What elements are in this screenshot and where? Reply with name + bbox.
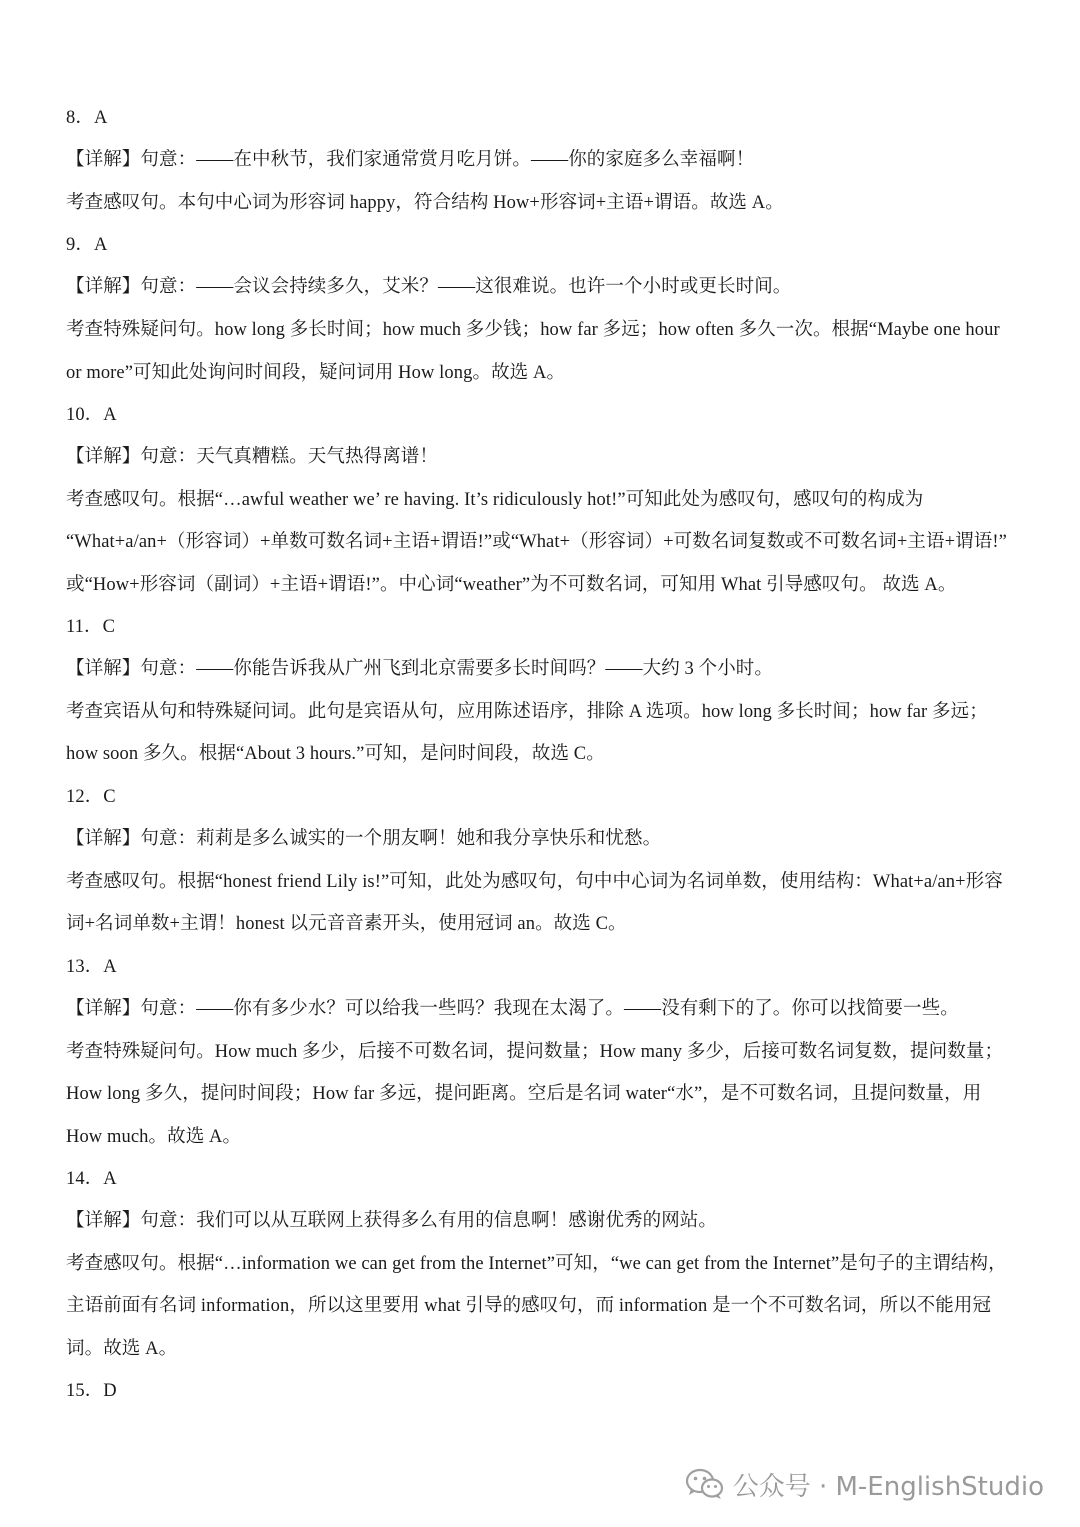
explanation-9-meaning: 【详解】句意：——会议会持续多久，艾米？——这很难说。也许一个小时或更长时间。 [66,277,792,297]
explanation-9-analysis-line2: or more”可知此处询问时间段，疑问词用 How long。故选 A。 [66,363,566,383]
answer-15: 15．D [66,1381,117,1401]
answer-8: 8．A [66,108,108,128]
explanation-8-meaning: 【详解】句意：——在中秋节，我们家通常赏月吃月饼。——你的家庭多么幸福啊！ [66,150,755,170]
answer-14: 14．A [66,1169,117,1189]
answer-10: 10．A [66,405,117,425]
explanation-10-meaning: 【详解】句意：天气真糟糕。天气热得离谱！ [66,447,439,467]
answer-12: 12．C [66,787,116,807]
explanation-12-analysis-line1: 考查感叹句。根据“honest friend Lily is!”可知，此处为感叹句，句中中心词为名词单数，使用结构：What+a/an+形容 [66,872,1003,892]
explanation-13-meaning: 【详解】句意：——你有多少水？可以给我一些吗？我现在太渴了。——没有剩下的了。你可以找简要一些。 [66,999,959,1019]
explanation-13-analysis-line3: How much。故选 A。 [66,1127,242,1147]
explanation-11-meaning: 【详解】句意：——你能告诉我从广州飞到北京需要多长时间吗？——大约 3 个小时。 [66,659,774,679]
explanation-12-analysis-line2: 词+名词单数+主谓！honest 以元音音素开头，使用冠词 an。故选 C。 [66,914,627,934]
explanation-8-analysis: 考查感叹句。本句中心词为形容词 happy，符合结构 How+形容词+主语+谓语。故选 A。 [66,193,784,213]
explanation-10-analysis-line2: “What+a/an+（形容词）+单数可数名词+主语+谓语!”或“What+（形容词）+可数名词复数或不可数名词+主语+谓语!” [66,532,1007,552]
explanation-14-analysis-line1: 考查感叹句。根据“…information we can get from the Internet”可知，“we can get from the Internet”是句子的主谓结构， [66,1254,1007,1274]
wechat-icon [685,1467,725,1501]
answer-9: 9．A [66,235,108,255]
explanation-10-analysis-line3: 或“How+形容词（副词）+主语+谓语!”。中心词“weather”为不可数名词，可知用 What 引导感叹句。 故选 A。 [66,575,957,595]
watermark-text: 公众号 · M-EnglishStudio [732,1471,1044,1502]
explanation-11-analysis-line2: how soon 多久。根据“About 3 hours.”可知，是问时间段，故选 C。 [66,744,605,764]
explanation-11-analysis-line1: 考查宾语从句和特殊疑问词。此句是宾语从句，应用陈述语序，排除 A 选项。how long 多长时间；how far 多远； [66,702,988,722]
explanation-10-analysis-line1: 考查感叹句。根据“…awful weather we’ re having. It’s ridiculously hot!”可知此处为感叹句，感叹句的构成为 [66,490,924,510]
explanation-13-analysis-line2: How long 多久，提问时间段；How far 多远，提问距离。空后是名词 water“水”，是不可数名词，且提问数量，用 [66,1084,982,1104]
answer-13: 13．A [66,957,117,977]
watermark [685,1466,1044,1502]
explanation-14-analysis-line3: 词。故选 A。 [66,1339,178,1359]
explanation-9-analysis-line1: 考查特殊疑问句。how long 多长时间；how much 多少钱；how far 多远；how often 多久一次。根据“Maybe one hour [66,320,1000,340]
explanation-14-meaning: 【详解】句意：我们可以从互联网上获得多么有用的信息啊！感谢优秀的网站。 [66,1211,718,1231]
answer-11: 11．C [66,617,116,637]
explanation-12-meaning: 【详解】句意：莉莉是多么诚实的一个朋友啊！她和我分享快乐和忧愁。 [66,829,662,849]
explanation-14-analysis-line2: 主语前面有名词 information，所以这里要用 what 引导的感叹句，而 information 是一个不可数名词，所以不能用冠 [66,1296,992,1316]
explanation-13-analysis-line1: 考查特殊疑问句。How much 多少，后接不可数名词，提问数量；How many 多少，后接可数名词复数，提问数量； [66,1042,1004,1062]
